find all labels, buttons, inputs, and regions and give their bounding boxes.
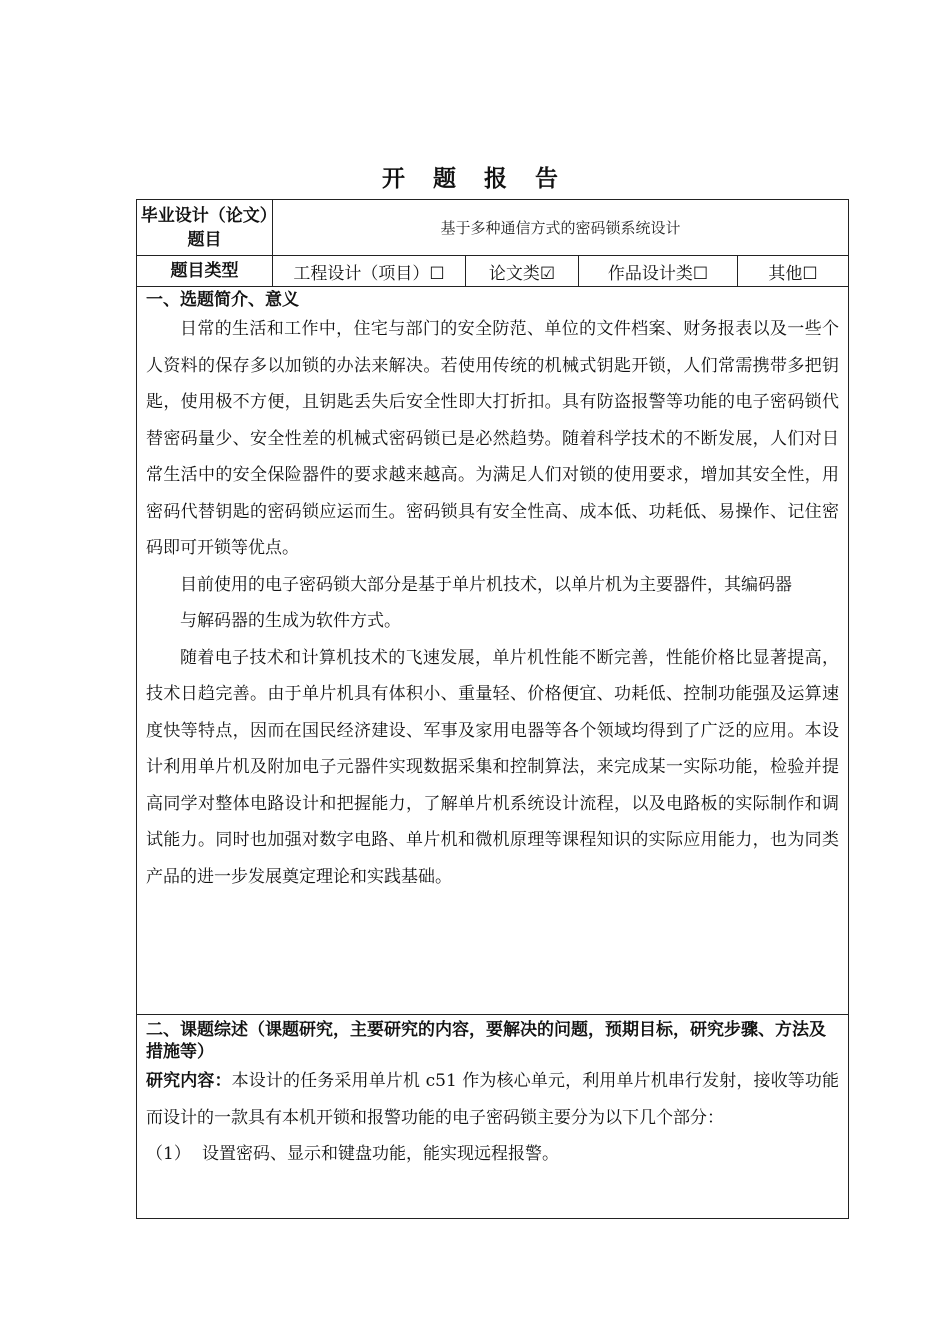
- section1-paragraph: 日常的生活和工作中，住宅与部门的安全防范、单位的文件档案、财务报表以及一些个人资料的保存多以加锁的办法来解决。若使用传统的机械式钥匙开锁，人们常需携带多把钥匙，使用极不方便，且钥匙丢失后安全性即大打折扣。具有防盗报警等功能的电子密码锁代替密码量少、安全性差的机械式密码锁已是必然趋势。随着科学技术的不断发展，人们对日常生活中的安全保险器件的要求越来越高。为满足人们对锁的使用要求，增加其安全性，用密码代替钥匙的密码锁应运而生。密码锁具有安全性高、成本低、功耗低、易操作、记住密码即可开锁等优点。: [146, 319, 840, 558]
- page-title: 开 题 报 告: [381, 165, 569, 192]
- subject-row: [137, 200, 849, 256]
- type-option-thesis[interactable]: 论文类☑: [466, 256, 579, 287]
- type-option-engineering[interactable]: 工程设计（项目）☐: [273, 256, 466, 287]
- content-text: 本设计的任务采用单片机 c51 作为核心单元，利用单片机串行发射，接收等功能而设计的一款具有本机开锁和报警功能的电子密码锁主要分为以下几个部分：: [146, 1071, 840, 1128]
- section2-heading: 二、课题综述（课题研究，主要研究的内容，要解决的问题，预期目标，研究步骤、方法及措施等）: [146, 1020, 826, 1062]
- section1-paragraph: 随着电子技术和计算机技术的飞速发展，单片机性能不断完善，性能价格比显著提高，技术日趋完善。由于单片机具有体积小、重量轻、价格便宜、功耗低、控制功能强及运算速度快等特点，因而在国民经济建设、军事及家用电器等各个领域均得到了广泛的应用。本设计利用单片机及附加电子元器件实现数据采集和控制算法，来完成某一实际功能，检验并提高同学对整体电路设计和把握能力，了解单片机系统设计流程，以及电路板的实际制作和调试能力。同时也加强对数字电路、单片机和微机原理等课程知识的实际应用能力，也为同类产品的进一步发展奠定理论和实践基础。: [146, 647, 840, 887]
- type-row: [137, 256, 849, 287]
- section2-content: [146, 1063, 839, 1136]
- section1-paragraph: 目前使用的电子密码锁大部分是基于单片机技术，以单片机为主要器件，其编码器: [180, 574, 792, 595]
- subject-label: 毕业设计（论文）题目: [137, 200, 273, 256]
- list-item-text: 设置密码、显示和键盘功能，能实现远程报警。: [202, 1144, 559, 1164]
- list-item-number: （1）: [146, 1144, 191, 1164]
- type-option-work-design[interactable]: 作品设计类☐: [579, 256, 738, 287]
- section1-row: [137, 287, 849, 1015]
- subject-title: 基于多种通信方式的密码锁系统设计: [273, 200, 849, 256]
- section1-heading: 一、选题简介、意义: [146, 290, 299, 310]
- content-label: 研究内容：: [146, 1071, 232, 1091]
- section2: [137, 1015, 849, 1219]
- section2-row: [137, 1015, 849, 1219]
- type-option-other[interactable]: 其他☐: [738, 256, 849, 287]
- section1: [137, 287, 849, 1015]
- report-table: [136, 199, 849, 1219]
- section1-paragraph: 与解码器的生成为软件方式。: [180, 611, 401, 631]
- type-label: 题目类型: [137, 256, 273, 287]
- list-item: [146, 1136, 839, 1173]
